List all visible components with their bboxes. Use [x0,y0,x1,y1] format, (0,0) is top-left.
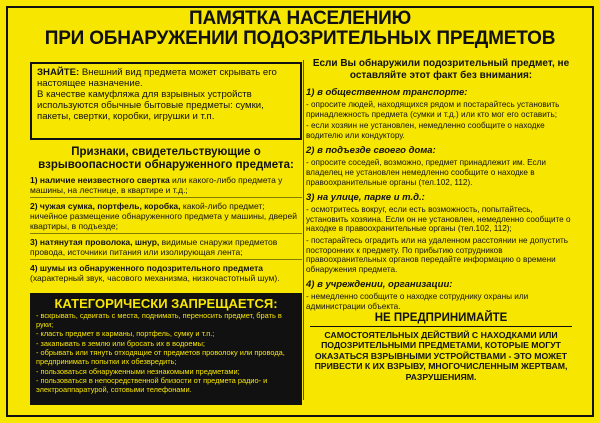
divider [30,197,302,198]
title-line-2: ПРИ ОБНАРУЖЕНИИ ПОДОЗРИТЕЛЬНЫХ ПРЕДМЕТОВ [44,28,556,49]
do-not-title: НЕ ПРЕДПРИНИМАЙТЕ [374,312,508,324]
forbid-item: - обрывать или тянуть отходящие от предметов проволоку или провода, предпринимать попытки их обезвредить; [36,348,285,366]
section-title-transport: 1) в общественном транспорте: [306,87,468,98]
do-not-underline [310,326,572,327]
forbid-title: КАТЕГОРИЧЕСКИ ЗАПРЕЩАЕТСЯ: [54,296,278,311]
know-lead: ЗНАЙТЕ: [37,67,80,78]
sign-item-lead: 3) натянутая проволока, шнур, [30,237,160,247]
section-item: - постарайтесь оградить или на удаленном расстоянии не допустить посторонних к предмету. По прибытию сотрудников правоохранительных органов передайте информацию о времени обнаружения предмета. [306,235,569,274]
sign-item-text: (характерный звук, часового механизма, низкочастотный шум). [30,273,280,283]
forbid-box [30,293,302,405]
divider [30,259,302,260]
forbid-item: - закапывать в землю или бросать их в водоемы; [36,338,205,348]
sign-item-1 [30,175,302,195]
sign-item-text: видимые снаружи предметов провода, источники питания или изолирующая лента; [30,237,278,257]
forbid-item: - вскрывать, сдвигать с места, поднимать, переносить предмет, брать в руки; [36,311,282,329]
sign-item-3 [30,237,302,257]
column-divider [303,60,304,400]
sign-item-2 [30,201,302,231]
section-item: - немедленно сообщите о находке сотруднику охраны или администрации объекта. [306,292,529,311]
divider [30,233,302,234]
sign-item-text: какой-либо предмет; ничейное размещение обнаруженного предмета у машины, дверей квартиры, в подъезде; [30,201,297,231]
know-paragraph-1 [37,67,295,89]
signs-title: Признаки, свидетельствующие о взрывоопасности обнаруженного предмета: [38,146,294,171]
know-text-1: Внешний вид предмета может скрывать его настоящее назначение. [37,67,277,89]
section-title-organization: 4) в учреждении, организации: [306,279,453,291]
know-box [30,62,302,140]
right-heading: Если Вы обнаружили подозрительный предмет, не оставляйте этот факт без внимания: [312,58,570,81]
sign-item-4 [30,263,302,283]
section-title-street: 3) на улице, парке и т.д.: [306,192,425,204]
forbid-item: - пользоваться в непосредственной близости от предмета радио- и электроаппаратурой, сотовыми телефонами. [36,376,268,394]
sign-item-text: или какого-либо предмета у машины, на лестнице, в квартире и т.д.; [30,175,283,195]
poster-title [0,9,600,49]
forbid-item: - класть предмет в карманы, портфель, сумку и т.п.; [36,329,215,339]
forbid-item: - пользоваться обнаруженными незнакомыми предметами; [36,366,240,376]
do-not-text: САМОСТОЯТЕЛЬНЫХ ДЕЙСТВИЙ С НАХОДКАМИ ИЛИ ПОДОЗРИТЕЛЬНЫМИ ПРЕДМЕТАМИ, КОТОРЫЕ МОГУТ ОКАЗАТЬСЯ ВЗРЫВНЫМИ УСТРОЙСТВАМИ - ЭТО МОЖЕТ ПРИВЕСТИ К ИХ ВЗРЫВУ, МНОГОЧИСЛЕННЫМ ЖЕРТВАМ, РАЗРУШЕНИЯМ. [314,330,568,382]
title-line-1: ПАМЯТКА НАСЕЛЕНИЮ [188,8,411,29]
section-item: - опросите людей, находящихся рядом и постарайтесь установить принадлежность предмета (сумки и т.д.) или кто мог его оставить; [306,100,560,119]
know-text-2: В качестве камуфляжа для взрывных устройств используются обычные бытовые предметы: сумки, пакеты, свертки, коробки, игрушки и т.п. [37,89,264,122]
section-item: - осмотритесь вокруг, если есть возможность, попытайтесь, установить хозяина. Если он не установлен, немедленно сообщите о находке в правоохранительные органы (тел.102, 112); [306,205,571,234]
right-column [306,58,576,312]
sign-item-lead: 2) чужая сумка, портфель, коробка, [30,201,181,211]
left-column [30,62,302,283]
sign-item-lead: 4) шумы из обнаруженного подозрительного предмета [30,263,264,273]
section-title-entrance: 2) в подъезде своего дома: [306,145,436,157]
sign-item-lead: 1) наличие неизвестного свертка [30,175,170,185]
section-item: - опросите соседей, возможно, предмет принадлежит им. Если владелец не установлен немедленно сообщите о находке в правоохранительные органы (тел.102, 112). [306,158,546,187]
section-item: - если хозяин не установлен, немедленно сообщите о находке водителю или кондуктору. [306,121,545,140]
